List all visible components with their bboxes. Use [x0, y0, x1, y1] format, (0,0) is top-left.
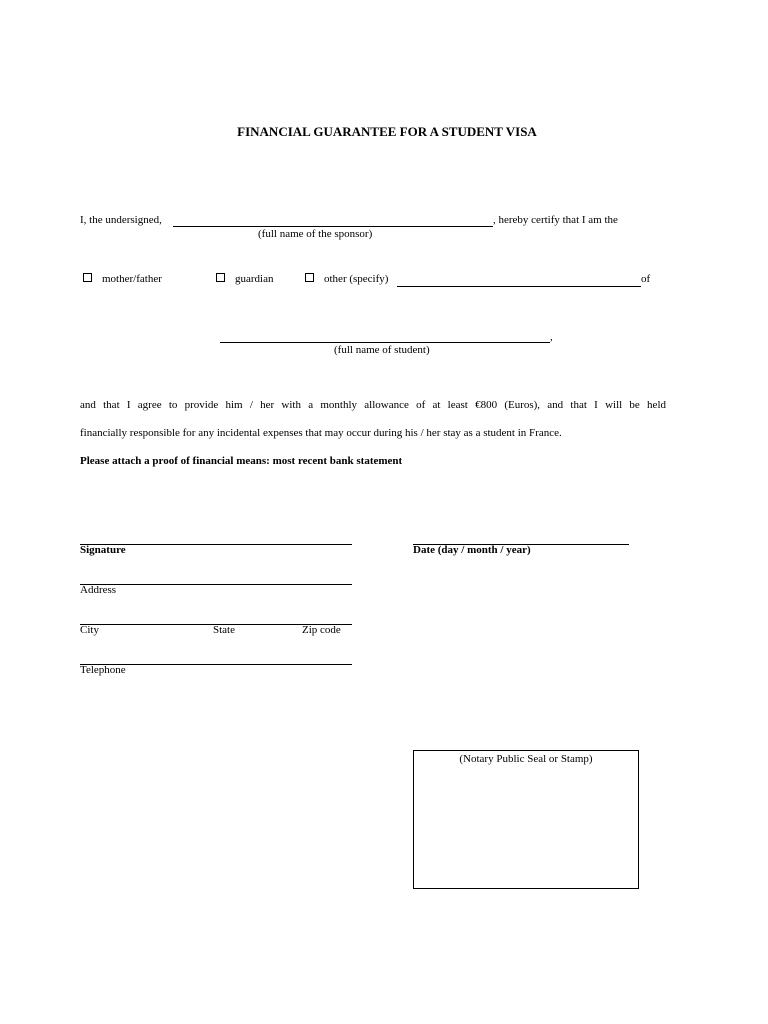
sponsor-caption: (full name of the sponsor)	[258, 228, 373, 240]
other-label: other (specify)	[324, 273, 389, 285]
student-comma: ,	[550, 331, 553, 343]
date-label: Date (day / month / year)	[413, 544, 531, 556]
notary-seal-box	[413, 750, 639, 889]
page-title: FINANCIAL GUARANTEE FOR A STUDENT VISA	[237, 124, 537, 139]
proof-instruction: Please attach a proof of financial means: most recent bank statement	[80, 455, 403, 467]
address-label: Address	[80, 584, 117, 596]
guardian-checkbox[interactable]	[216, 273, 225, 282]
mother-father-label: mother/father	[102, 273, 162, 285]
city-label: City	[80, 624, 99, 636]
student-caption: (full name of student)	[334, 344, 430, 356]
address-field[interactable]	[80, 584, 352, 585]
zip-label: Zip code	[302, 624, 341, 636]
notary-label: (Notary Public Seal or Stamp)	[459, 753, 593, 765]
guardian-label: guardian	[235, 273, 274, 285]
sponsor-prefix: I, the undersigned,	[80, 214, 162, 226]
student-name-field[interactable]	[220, 342, 550, 343]
sponsor-name-field[interactable]	[173, 226, 493, 227]
of-label: of	[641, 273, 651, 285]
other-checkbox[interactable]	[305, 273, 314, 282]
state-label: State	[213, 624, 235, 636]
sponsor-suffix: , hereby certify that I am the	[493, 214, 618, 226]
other-specify-field[interactable]	[397, 286, 641, 287]
signature-label: Signature	[80, 544, 126, 556]
telephone-label: Telephone	[80, 664, 126, 676]
allowance-paragraph-line2: financially responsible for any incidental expenses that may occur during his / her stay as a student in France.	[80, 427, 562, 439]
allowance-paragraph-line1: and that I agree to provide him / her with a monthly allowance of at least €800 (Euros), and that I will be held	[80, 399, 666, 411]
mother-father-checkbox[interactable]	[83, 273, 92, 282]
